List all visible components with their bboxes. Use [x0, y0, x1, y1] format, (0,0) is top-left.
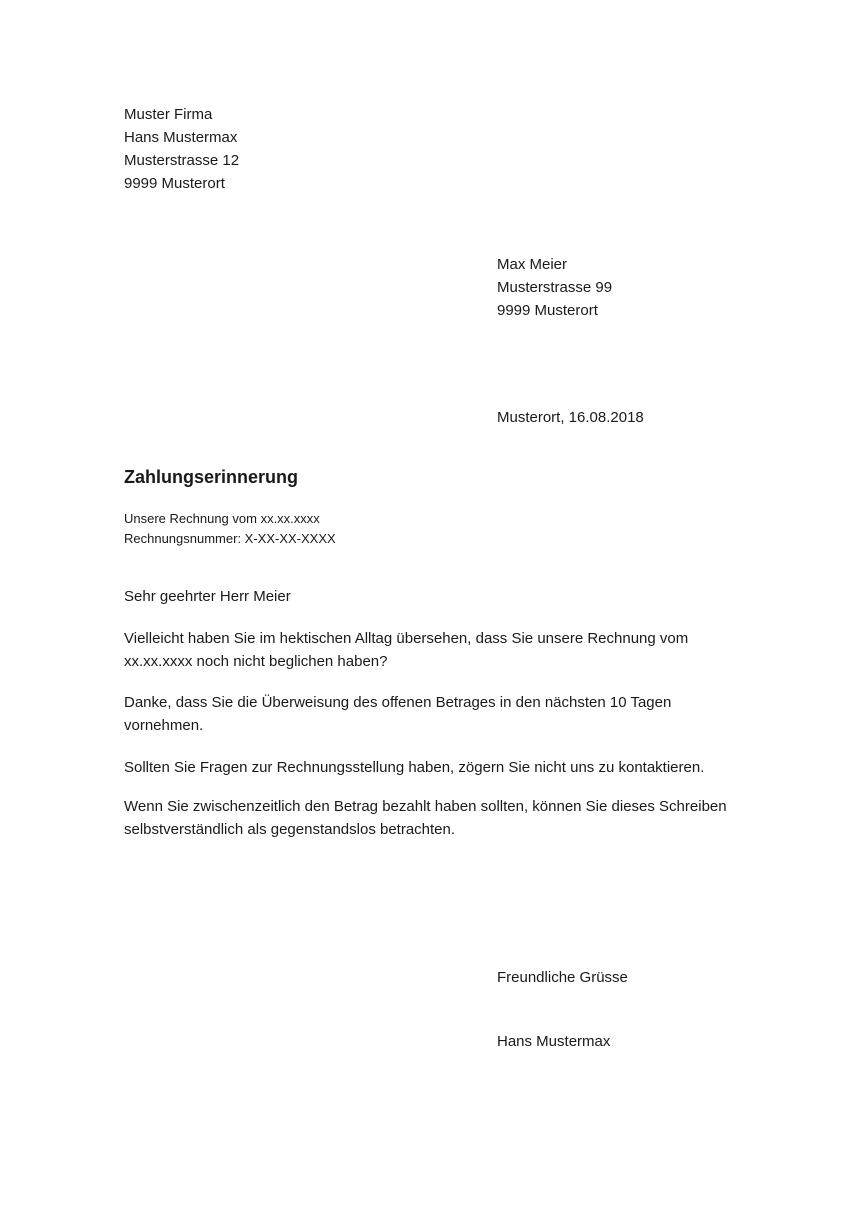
paragraph-line: selbstverständlich als gegenstandslos betrachten.	[124, 821, 456, 838]
paragraph-line: vornehmen.	[124, 717, 204, 734]
paragraph-payment-request	[124, 691, 671, 737]
paragraph-line: Wenn Sie zwischenzeitlich den Betrag bezahlt haben sollten, können Sie dieses Schreiben	[124, 798, 727, 815]
invoice-date-reference: Unsere Rechnung vom xx.xx.xxxx	[124, 511, 320, 526]
sender-name: Hans Mustermax	[124, 129, 238, 146]
sender-street: Musterstrasse 12	[124, 152, 240, 169]
recipient-address-block	[497, 253, 612, 322]
paragraph-already-paid-disclaimer	[124, 795, 727, 841]
sender-company: Muster Firma	[124, 106, 213, 123]
paragraph-overlooked-invoice	[124, 627, 688, 673]
sender-address-block	[124, 103, 239, 195]
recipient-city: 9999 Musterort	[497, 302, 598, 319]
place-and-date: Musterort, 16.08.2018	[497, 409, 644, 426]
salutation: Sehr geehrter Herr Meier	[124, 588, 291, 605]
paragraph-line: Vielleicht haben Sie im hektischen Alltag übersehen, dass Sie unsere Rechnung vom	[124, 630, 689, 647]
invoice-number-reference: Rechnungsnummer: X-XX-XX-XXXX	[124, 531, 336, 546]
recipient-street: Musterstrasse 99	[497, 279, 613, 296]
sender-city: 9999 Musterort	[124, 175, 225, 192]
closing-greeting: Freundliche Grüsse	[497, 969, 628, 986]
reference-block	[124, 509, 336, 549]
recipient-name: Max Meier	[497, 256, 568, 273]
paragraph-contact-offer	[124, 756, 704, 779]
signature-name: Hans Mustermax	[497, 1033, 611, 1050]
paragraph-line: Danke, dass Sie die Überweisung des offenen Betrages in den nächsten 10 Tagen	[124, 694, 672, 711]
paragraph-line: xx.xx.xxxx noch nicht beglichen haben?	[124, 653, 388, 670]
subject-line: Zahlungserinnerung	[124, 467, 299, 487]
paragraph-line: Sollten Sie Fragen zur Rechnungsstellung haben, zögern Sie nicht uns zu kontaktieren.	[124, 759, 705, 776]
